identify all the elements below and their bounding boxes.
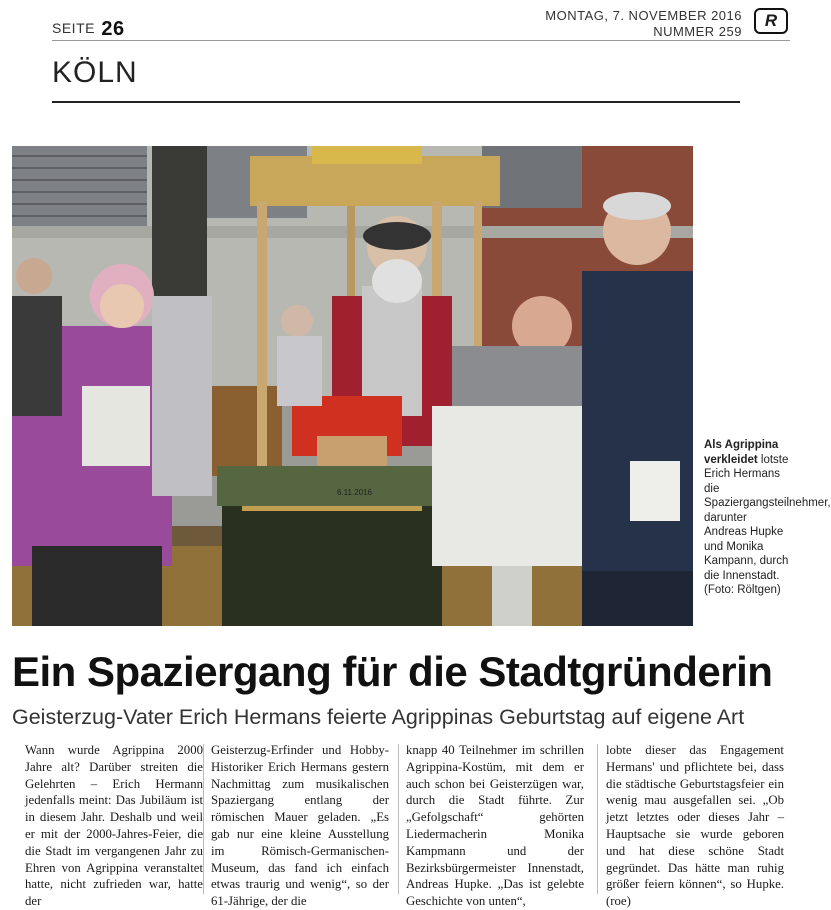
photo-caption <box>704 438 831 598</box>
issue-number: NUMMER 259 <box>653 24 742 39</box>
article-column-4 <box>606 742 784 910</box>
article-headline: Ein Spaziergang für die Stadtgründerin <box>12 648 773 695</box>
caption-text: lotste Erich Hermans die Spaziergangsteilnehmer, darunter Andreas Hupke und Monika Kampann, durch die Innenstadt. <box>704 453 831 582</box>
column-divider <box>398 744 399 894</box>
column-2-text: Geisterzug-Erfinder und Hobby-Historiker Erich Hermans gestern Nachmittag zum musikalischen Spaziergang entlang der römischen Mauer geladen. „Es gab nur eine kleine Ausstellung im Römisch-Germanischen-Museum, das fand ich einfach etwas traurig und wenig“, so der 61-Jährige, der die <box>211 743 389 909</box>
page-label: SEITE <box>52 20 95 36</box>
news-photo <box>12 146 693 626</box>
section-title: KÖLN <box>52 56 138 89</box>
column-divider <box>203 744 204 894</box>
issue-date: MONTAG, 7. NOVEMBER 2016 <box>545 8 742 23</box>
dateline <box>520 8 742 40</box>
column-1-text: Wann wurde Agrippina 2000 Jahre alt? Darüber streiten die Gelehrten – Erich Hermann jedenfalls meint: Das Jubiläum ist in diesem Jahr. Deshalb und weil er mit der 2000-Jahres-Feier, die die Stadt im vergangenen Jahr zu Ehren von Agrippina veranstaltet hatte, nicht zufrieden war, hatte der <box>25 743 203 909</box>
logo-letter: R <box>764 11 778 30</box>
page-header <box>0 0 800 110</box>
section-rule <box>52 101 740 103</box>
photo-illustration <box>12 146 693 626</box>
article-subheadline: Geisterzug-Vater Erich Hermans feierte Agrippinas Geburtstag auf eigene Art <box>12 705 745 729</box>
newspaper-logo-icon <box>754 8 788 34</box>
float-sign-text: 6.11.2016 <box>337 488 372 497</box>
page-number-value: 26 <box>101 18 125 40</box>
header-rule <box>52 40 790 41</box>
article-column-3 <box>406 742 584 910</box>
article-column-2 <box>211 742 389 910</box>
column-divider <box>597 744 598 894</box>
column-3-text: knapp 40 Teilnehmer im schrillen Agrippina-Kostüm, mit dem er auch schon bei Geisterzügen war, durch die Stadt führte. Zur „Gefolgschaft“ gehörten Liedermacherin Monika Kampmann und der Bezirksbürgermeister Innenstadt, Andreas Hupke. „Das ist gelebte Geschichte von unten“, <box>406 743 584 909</box>
page-number <box>52 18 125 41</box>
column-4-text: lobte dieser das Engagement Hermans' und pflichtete bei, dass die städtische Geburtstagsfeier ein wenig mau ausgefallen sei. „Ob jetzt letztes oder dieses Jahr – Hauptsache sie wurde geboren und hat diese schöne Stadt gegründet. Das hätte man ruhig größer feiern können“, so Hupke. (roe) <box>606 743 784 909</box>
photo-credit: (Foto: Röltgen) <box>704 584 781 596</box>
caption-lead: Als Agrippina verkleidet <box>704 439 779 466</box>
article-column-1 <box>25 742 203 910</box>
